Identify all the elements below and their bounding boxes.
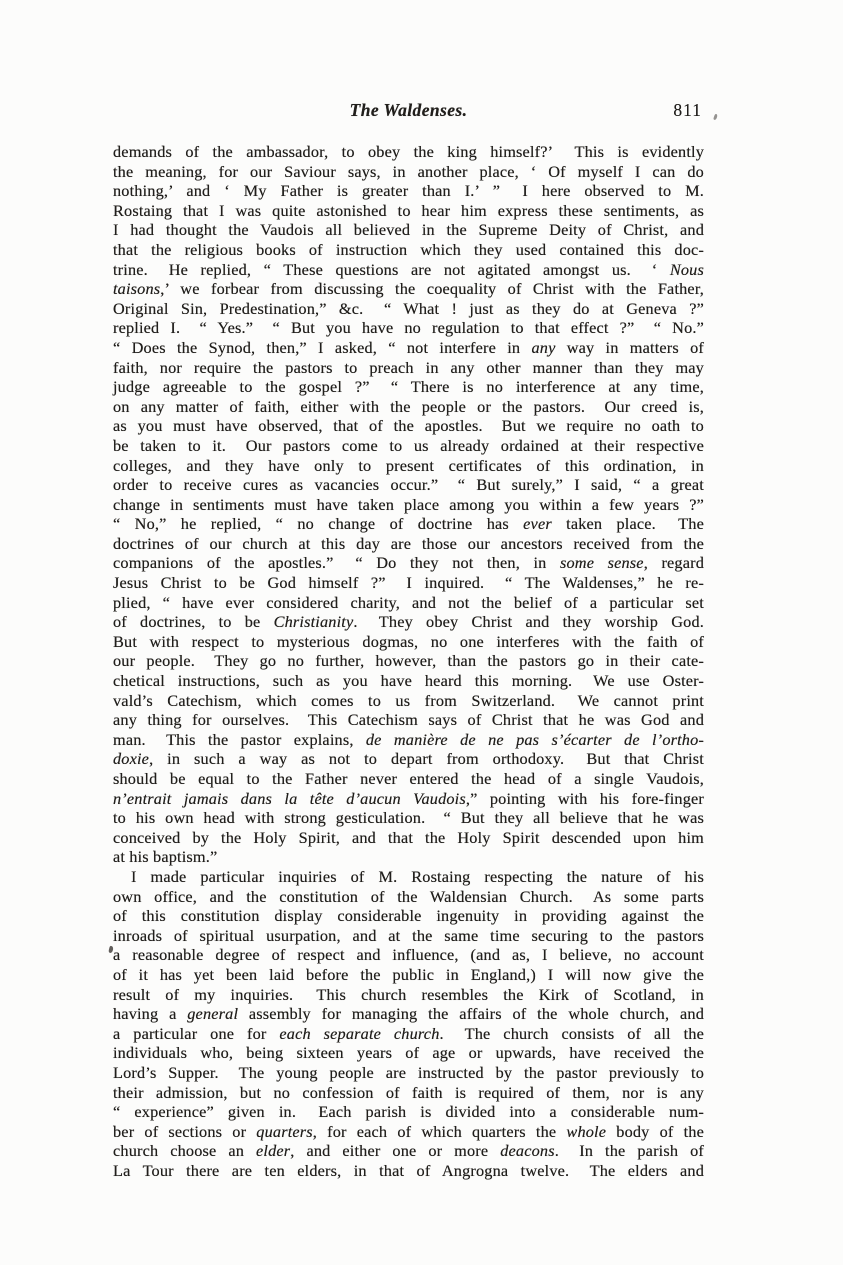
text-line: a reasonable degree of respect and influence, (and as, I believe, no account: [113, 945, 704, 965]
text-line: the meaning, for our Saviour says, in another place, ‘ Of myself I can do: [113, 161, 704, 181]
text-line: companions of the apostles.” “ Do they not then, in some sense, regard: [113, 553, 704, 573]
text-line: trine. He replied, “ These questions are not agitated amongst us. ‘ Nous: [113, 259, 704, 279]
text-line: inroads of spiritual usurpation, and at the same time securing to the pastors: [113, 925, 704, 945]
text-line: Rostaing that I was quite astonished to hear him express these sentiments, as: [113, 200, 704, 220]
page-number: 811: [673, 100, 702, 120]
text-line: that the religious books of instruction which they used contained this doc-: [113, 239, 704, 259]
text-line: I had thought the Vaudois all believed in the Supreme Deity of Christ, and: [113, 220, 704, 240]
text-line: But with respect to mysterious dogmas, no one interferes with the faith of: [113, 631, 704, 651]
text-line: demands of the ambassador, to obey the king himself?’ This is evidently: [113, 142, 704, 161]
ink-speck: [713, 114, 718, 121]
text-line: conceived by the Holy Spirit, and that the Holy Spirit descended upon him: [113, 827, 704, 847]
text-line: church choose an elder, and either one or more deacons. In the parish of: [113, 1141, 704, 1161]
text-line: doctrines of our church at this day are those our ancestors received from the: [113, 533, 704, 553]
text-line: having a general assembly for managing the affairs of the whole church, and: [113, 1004, 704, 1024]
text-line: “ experience” given in. Each parish is divided into a considerable num-: [113, 1102, 704, 1122]
text-line: own office, and the constitution of the Waldensian Church. As some parts: [113, 886, 704, 906]
text-line: be taken to it. Our pastors come to us already ordained at their respective: [113, 435, 704, 455]
text-line: any thing for ourselves. This Catechism says of Christ that he was God and: [113, 710, 704, 730]
text-line: chetical instructions, such as you have heard this morning. We use Oster-: [113, 671, 704, 691]
text-line: replied I. “ Yes.” “ But you have no regulation to that effect ?” “ No.”: [113, 318, 704, 338]
text-line: a particular one for each separate church. The church consists of all the: [113, 1023, 704, 1043]
text-line: “ No,” he replied, “ no change of doctrine has ever taken place. The: [113, 514, 704, 534]
paragraph: [113, 867, 704, 1181]
text-line: n’entrait jamais dans la tête d’aucun Vaudois,” pointing with his fore-finger: [113, 788, 704, 808]
text-line: “ Does the Synod, then,” I asked, “ not interfere in any way in matters of: [113, 337, 704, 357]
text-line: order to receive cures as vacancies occur.” “ But surely,” I said, “ a great: [113, 475, 704, 495]
text-line: result of my inquiries. This church resembles the Kirk of Scotland, in: [113, 984, 704, 1004]
text-line: their admission, but no confession of faith is required of them, nor is any: [113, 1082, 704, 1102]
text-line: on any matter of faith, either with the people or the pastors. Our creed is,: [113, 396, 704, 416]
text-line: Jesus Christ to be God himself ?” I inquired. “ The Waldenses,” he re-: [113, 573, 704, 593]
text-line: plied, “ have ever considered charity, and not the belief of a particular set: [113, 592, 704, 612]
paragraph: [113, 142, 704, 867]
text-line: taisons,’ we forbear from discussing the coequality of Christ with the Father,: [113, 279, 704, 299]
text-line: of this constitution display considerable ingenuity in providing against the: [113, 906, 704, 926]
text-line: individuals who, being sixteen years of age or upwards, have received the: [113, 1043, 704, 1063]
text-line: should be equal to the Father never entered the head of a single Vaudois,: [113, 769, 704, 788]
text-line: man. This the pastor explains, de manière de ne pas s’écarter de l’ortho-: [113, 729, 704, 749]
text-line: I made particular inquiries of M. Rostaing respecting the nature of his: [131, 866, 704, 886]
text-line: Lord’s Supper. The young people are instructed by the pastor previously to: [113, 1062, 704, 1082]
text-line: change in sentiments must have taken place among you within a few years ?”: [113, 494, 704, 514]
text-line: faith, nor require the pastors to preach in any other manner than they may: [113, 357, 704, 377]
text-line: La Tour there are ten elders, in that of Angrogna twelve. The elders and: [113, 1160, 704, 1180]
text-line: of doctrines, to be Christianity. They obey Christ and they worship God.: [113, 612, 704, 632]
page-title: The Waldenses.: [349, 100, 468, 120]
text-line: to his own head with strong gesticulation. “ But they all believe that he was: [113, 808, 704, 828]
text-line: of it has yet been laid before the public in England,) I will now give the: [113, 964, 704, 984]
text-line: ber of sections or quarters, for each of which quarters the whole body of the: [113, 1121, 704, 1141]
text-line: as you must have observed, that of the apostles. But we require no oath to: [113, 416, 704, 436]
text-line: colleges, and they have only to present certificates of this ordination, in: [113, 455, 704, 475]
text-line: doxie, in such a way as not to depart from orthodoxy. But that Christ: [113, 749, 704, 769]
running-head: [113, 100, 704, 124]
text-line: Original Sin, Predestination,” &c. “ What ! just as they do at Geneva ?”: [113, 298, 704, 318]
text-line: judge agreeable to the gospel ?” “ There is no interference at any time,: [113, 377, 704, 397]
text-line: at his baptism.”: [113, 847, 218, 867]
text-line: nothing,’ and ‘ My Father is greater than I.’ ” I here observed to M.: [113, 181, 704, 201]
text-line: our people. They go no further, however, than the pastors go in their cate-: [113, 651, 704, 671]
text-line: vald’s Catechism, which comes to us from Switzerland. We cannot print: [113, 690, 704, 710]
page-body: [113, 142, 704, 1180]
